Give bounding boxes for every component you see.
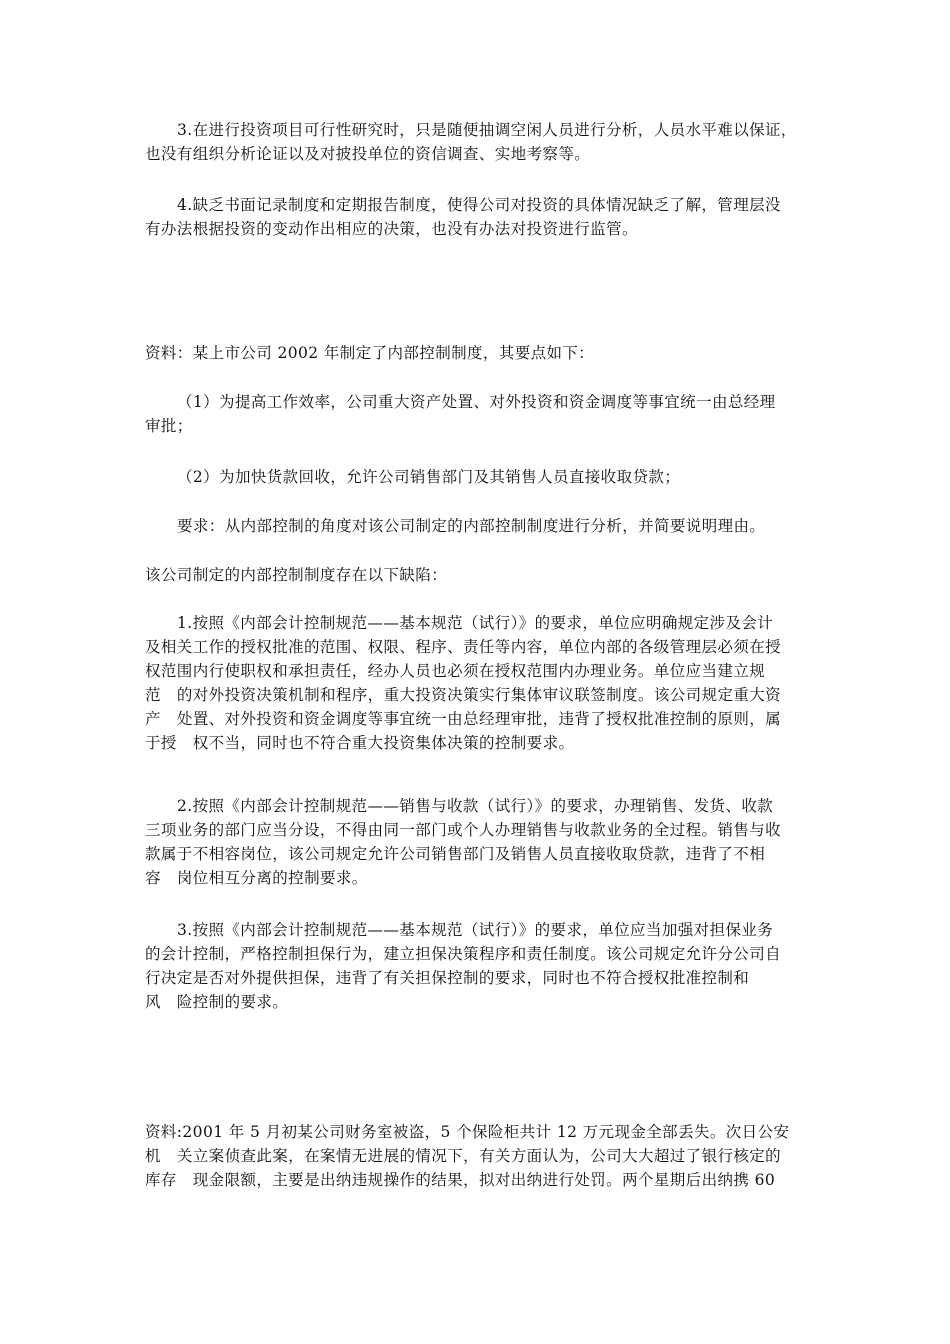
- paragraph-defects-intro: [145, 563, 809, 587]
- text-line: 审批；: [145, 417, 193, 435]
- paragraph-item-3-research: [145, 118, 809, 166]
- text-line: 2.按照《内部会计控制规范——销售与收款（试行）》的要求，办理销售、发货、收款: [177, 797, 774, 815]
- text-line: 该公司制定的内部控制制度存在以下缺陷：: [145, 566, 448, 584]
- paragraph-defect-3: [145, 918, 809, 1014]
- text-line: 库存 现金限额，主要是出纳违规操作的结果，拟对出纳进行处罚。两个星期后出纳携 60: [145, 1171, 776, 1189]
- text-line: 于授 权不当，同时也不符合重大投资集体决策的控制要求。: [145, 734, 575, 752]
- text-line: 容 岗位相互分离的控制要求。: [145, 869, 368, 887]
- text-line: 款属于不相容岗位，该公司规定允许公司销售部门及销售人员直接收取贷款，违背了不相: [145, 845, 766, 863]
- paragraph-point-1: [145, 390, 809, 438]
- text-line: 三项业务的部门应当分设，不得由同一部门或个人办理销售与收款业务的全过程。销售与收: [145, 821, 782, 839]
- text-line: 3.按照《内部会计控制规范——基本规范（试行）》的要求，单位应当加强对担保业务: [177, 921, 774, 939]
- paragraph-item-4-records: [145, 193, 809, 241]
- paragraph-material-2002: [145, 341, 809, 365]
- text-line: 3.在进行投资项目可行性研究时，只是随便抽调空闲人员进行分析，人员水平难以保证，: [177, 121, 797, 139]
- text-line: 要求：从内部控制的角度对该公司制定的内部控制制度进行分析，并简要说明理由。: [177, 517, 766, 535]
- text-line: 1.按照《内部会计控制规范——基本规范（试行）》的要求，单位应明确规定涉及会计: [177, 614, 774, 632]
- paragraph-defect-1: [145, 611, 809, 755]
- text-line: 4.缺乏书面记录制度和定期报告制度，使得公司对投资的具体情况缺乏了解，管理层没: [177, 196, 781, 214]
- text-line: 行决定是否对外提供担保，违背了有关担保控制的要求，同时也不符合授权批准控制和: [145, 969, 750, 987]
- text-line: 资料:2001 年 5 月初某公司财务室被盗，5 个保险柜共计 12 万元现金全部丢失。次日公安: [145, 1123, 790, 1141]
- text-line: （1）为提高工作效率，公司重大资产处置、对外投资和资金调度等事宜统一由总经理: [177, 393, 776, 411]
- text-line: 的会计控制，严格控制担保行为，建立担保决策程序和责任制度。该公司规定允许分公司自: [145, 945, 782, 963]
- text-line: 产 处置、对外投资和资金调度等事宜统一由总经理审批，违背了授权批准控制的原则，属: [145, 710, 782, 728]
- text-line: （2）为加快货款回收，允许公司销售部门及其销售人员直接收取贷款；: [177, 468, 681, 486]
- text-line: 也没有组织分析论证以及对披投单位的资信调查、实地考察等。: [145, 145, 591, 163]
- text-line: 机 关立案侦查此案，在案情无进展的情况下，有关方面认为，公司大大超过了银行核定的: [145, 1147, 782, 1165]
- text-line: 权范围内行使职权和承担责任，经办人员也必须在授权范围内办理业务。单位应当建立规: [145, 662, 766, 680]
- paragraph-requirement: [145, 514, 809, 538]
- text-line: 风 险控制的要求。: [145, 993, 289, 1011]
- text-line: 有办法根据投资的变动作出相应的决策，也没有办法对投资进行监管。: [145, 220, 638, 238]
- paragraph-defect-2: [145, 794, 809, 890]
- paragraph-material-2001: [145, 1120, 809, 1192]
- text-line: 范 的对外投资决策机制和程序，重大投资决策实行集体审议联签制度。该公司规定重大资: [145, 686, 782, 704]
- text-line: 及相关工作的授权批准的范围、权限、程序、责任等内容，单位内部的各级管理层必须在授: [145, 638, 782, 656]
- text-line: 资料：某上市公司 2002 年制定了内部控制制度，其要点如下：: [145, 344, 595, 362]
- paragraph-point-2: [145, 465, 809, 489]
